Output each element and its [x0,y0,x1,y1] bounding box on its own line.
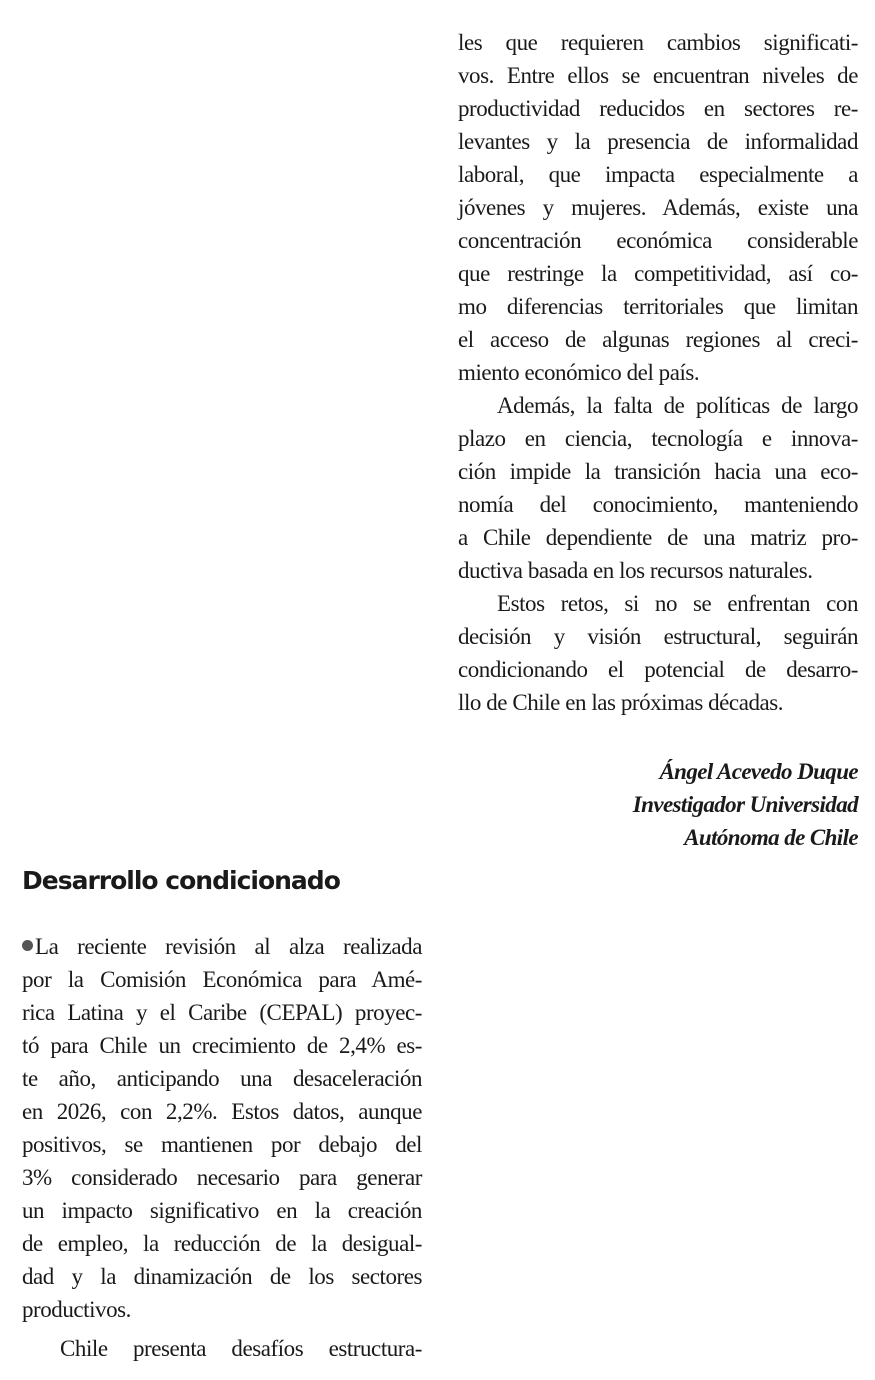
body-line: un impacto significativo en la creación [22,1198,422,1223]
body-line: Estos retos, si no se enfrentan con [497,591,858,616]
body-line: nomía del conocimiento, manteniendo [458,492,858,517]
body-line: rica Latina y el Caribe (CEPAL) proyec- [22,1000,422,1025]
body-line: productivos. [22,1297,131,1322]
article-headline: Desarrollo condicionado [22,866,340,895]
bullet-icon [22,940,33,951]
body-line-text: La reciente revisión al alza realizada [35,934,422,959]
body-line: de empleo, la reducción de la desigual- [22,1231,422,1256]
body-line-first [22,930,422,963]
body-line: les que requieren cambios significati- [458,30,858,55]
body-line: plazo en ciencia, tecnología e innova- [458,426,858,451]
body-line: laboral, que impacta especialmente a [458,162,858,187]
body-line: vos. Entre ellos se encuentran niveles de [458,63,858,88]
body-line: mo diferencias territoriales que limitan [458,294,858,319]
body-line: el acceso de algunas regiones al creci- [458,327,858,352]
body-line: 3% considerado necesario para generar [22,1165,422,1190]
body-line: llo de Chile en las próximas décadas. [458,690,784,715]
body-line: Además, la falta de políticas de largo [497,393,858,418]
body-line: por la Comisión Económica para Amé- [22,967,422,992]
body-line: positivos, se mantienen por debajo del [22,1132,422,1157]
body-line: a Chile dependiente de una matriz pro- [458,525,858,550]
body-line: Chile presenta desafíos estructura- [60,1336,422,1361]
body-line: productividad reducidos en sectores re- [458,96,858,121]
body-line: jóvenes y mujeres. Además, existe una [458,195,858,220]
body-line: condicionando el potencial de desarro- [458,657,858,682]
body-line: dad y la dinamización de los sectores [22,1264,422,1289]
body-line: levantes y la presencia de informalidad [458,129,858,154]
body-line: decisión y visión estructural, seguirán [458,624,858,649]
author-affiliation: Autónoma de Chile [684,825,858,850]
body-line: que restringe la competitividad, así co- [458,261,858,286]
body-line: te año, anticipando una desaceleración [22,1066,422,1091]
body-line: tó para Chile un crecimiento de 2,4% es- [22,1033,422,1058]
author-name: Ángel Acevedo Duque [659,759,858,784]
body-line: ductiva basada en los recursos naturales. [458,558,813,583]
author-role: Investigador Universidad [632,792,858,817]
body-line: ción impide la transición hacia una eco- [458,459,858,484]
body-line: en 2026, con 2,2%. Estos datos, aunque [22,1099,422,1124]
body-line: miento económico del país. [458,360,700,385]
body-line: concentración económica considerable [458,228,858,253]
